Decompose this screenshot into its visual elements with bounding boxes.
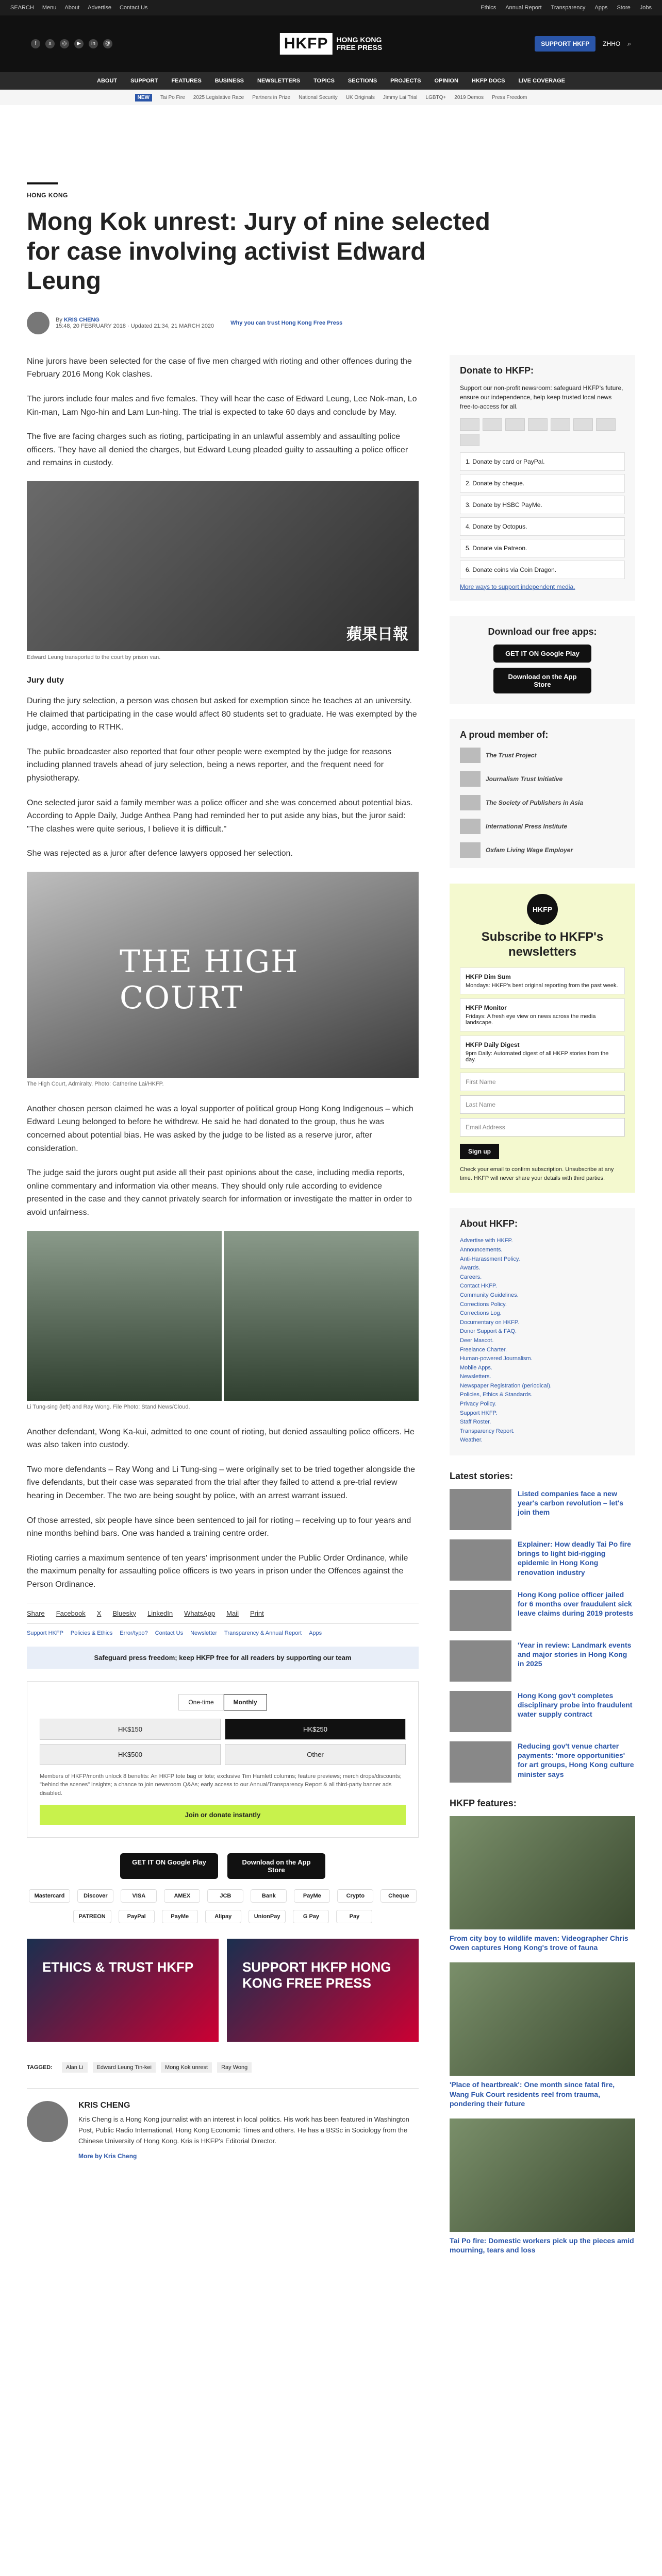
about-link[interactable]: Human-powered Journalism.: [460, 1355, 533, 1362]
about-link[interactable]: Privacy Policy.: [460, 1401, 496, 1408]
paragraph: Two more defendants – Ray Wong and Li Tung-sing – were originally set to be tried together alongside the five defendants, but their case was separated from the trial after they failed to attend a pre-trial review hearing in December. The two are being sought by police, with an arrest warrant issued.: [27, 1465, 416, 1500]
donation-box: [27, 1681, 419, 1838]
feature-headline[interactable]: Tai Po fire: Domestic workers pick up the pieces amid mourning, tears and loss: [450, 2236, 634, 2255]
logo-mark: HKFP: [280, 33, 333, 55]
topbar-about[interactable]: About: [64, 5, 80, 11]
author-name: KRIS CHENG: [78, 2101, 130, 2110]
author-link[interactable]: KRIS CHENG: [63, 316, 100, 323]
more-ways-link[interactable]: More ways to support independent media.: [460, 583, 575, 590]
top-bar: [0, 0, 662, 15]
feature-image: [450, 1962, 635, 2076]
payment-logo: PATREON: [73, 1910, 111, 1923]
topbar-advertise[interactable]: Advertise: [88, 5, 111, 11]
payment-logo: VISA: [121, 1889, 157, 1903]
subnav-item[interactable]: UK Originals: [345, 94, 375, 100]
member-label: Oxfam Living Wage Employer: [486, 846, 573, 854]
about-link[interactable]: Corrections Log.: [460, 1310, 502, 1317]
newsletter-title: Subscribe to HKFP's newsletters: [481, 929, 604, 959]
more-by-author-link[interactable]: More by Kris Cheng: [78, 2153, 137, 2160]
threads-icon[interactable]: @: [103, 39, 112, 48]
subnav-item[interactable]: LGBTQ+: [425, 94, 446, 100]
feature-headline[interactable]: From city boy to wildlife maven: Videographer Chris Owen captures Hong Kong's trove of fauna: [450, 1934, 628, 1952]
search-link[interactable]: SEARCH: [10, 5, 34, 11]
new-badge: NEW: [135, 94, 152, 101]
email-field[interactable]: Email Address: [460, 1118, 625, 1137]
about-link[interactable]: Community Guidelines.: [460, 1292, 519, 1298]
feature-item[interactable]: [450, 1816, 635, 1952]
logo-icon: [460, 842, 481, 858]
donate-option[interactable]: 4. Donate by Octopus.: [460, 517, 625, 536]
google-play-button[interactable]: GET IT ON Google Play: [493, 645, 591, 663]
footlink[interactable]: Newsletter: [190, 1630, 218, 1636]
logo-line2: FREE PRESS: [336, 43, 383, 52]
story-item[interactable]: [450, 1539, 635, 1581]
amount-option[interactable]: HK$150: [40, 1719, 221, 1740]
about-link[interactable]: Documentary on HKFP.: [460, 1319, 519, 1326]
card-icon: [460, 434, 479, 446]
paragraph: Another defendant, Wong Ka-kui, admitted to one count of rioting, but denied assaulting police officers. He was also taken into custody.: [27, 1427, 415, 1450]
card-icon: [573, 418, 593, 431]
story-headline[interactable]: Hong Kong gov't completes disciplinary probe into fraudulent water supply contract: [518, 1691, 633, 1719]
sidebar: [450, 355, 635, 2265]
share-mail[interactable]: Mail: [226, 1609, 239, 1617]
features-list: [450, 1798, 635, 2255]
member-jti[interactable]: [460, 771, 625, 787]
story-headline[interactable]: Reducing gov't venue charter payments: 'more opportunities' for art groups, Hong Kong culture minister says: [518, 1742, 634, 1778]
nav-live[interactable]: LIVE COVERAGE: [518, 78, 565, 84]
tag[interactable]: Edward Leung Tin-kei: [93, 2062, 156, 2073]
article-body: [27, 355, 419, 2160]
about-link[interactable]: Mobile Apps.: [460, 1364, 492, 1371]
membership-note: Members of HKFP/month unlock 8 benefits: An HKFP tote bag or tote; exclusive Tim Hamlett columns; feature previews; merch drops/discounts; "behind the scenes" insights; a chance to join newsroom Q&As; early access to our Annual/Transparency Report & all third-party banner ads disabled.: [40, 1773, 402, 1797]
topbar-apps[interactable]: Apps: [594, 5, 608, 11]
subnav-item[interactable]: Jimmy Lai Trial: [383, 94, 418, 100]
search-icon[interactable]: ⌕: [627, 40, 631, 47]
newsletter-option[interactable]: [460, 998, 625, 1031]
first-name-field[interactable]: First Name: [460, 1073, 625, 1091]
amount-option[interactable]: HK$500: [40, 1744, 221, 1765]
payment-logo: JCB: [207, 1889, 243, 1903]
about-link[interactable]: Transparency Report.: [460, 1428, 515, 1434]
join-donate-button[interactable]: Join or donate instantly: [40, 1805, 406, 1825]
site-logo[interactable]: [280, 33, 382, 55]
last-name-field[interactable]: Last Name: [460, 1095, 625, 1114]
card-logos: [460, 418, 625, 446]
payment-logo: Cheque: [380, 1889, 417, 1903]
toggle-monthly[interactable]: Monthly: [224, 1694, 267, 1710]
about-link[interactable]: Advertise with HKFP.: [460, 1238, 513, 1244]
footlink[interactable]: Support HKFP: [27, 1630, 63, 1636]
payment-logo: PayPal: [119, 1910, 155, 1923]
app-store-button[interactable]: Download on the App Store: [227, 1853, 325, 1879]
story-item[interactable]: [450, 1640, 635, 1682]
topbar-ethics[interactable]: Ethics: [481, 5, 496, 11]
byline: By KRIS CHENG 15:48, 20 FEBRUARY 2018 · Updated 21:34, 21 MARCH 2020 Why you can trust Hong Kong Free Press: [27, 312, 635, 334]
payment-logo: PayMe: [294, 1889, 330, 1903]
share-label[interactable]: Share: [27, 1609, 45, 1617]
about-link[interactable]: Awards.: [460, 1265, 481, 1272]
newsletter-logo: HKFP: [527, 894, 558, 925]
share-whatsapp[interactable]: WhatsApp: [184, 1609, 216, 1617]
story-thumb: [450, 1590, 511, 1631]
paragraph: She was rejected as a juror after defence lawyers opposed her selection.: [27, 849, 293, 858]
story-item[interactable]: [450, 1691, 635, 1732]
member-label: The Trust Project: [486, 751, 537, 759]
member-trust-project[interactable]: [460, 748, 625, 763]
payment-logo: Mastercard: [29, 1889, 71, 1903]
newsletter-fineprint: Check your email to confirm subscription. Unsubscribe at any time. HKFP will never share your details with third parties.: [460, 1166, 614, 1181]
youtube-icon[interactable]: ▶: [74, 39, 84, 48]
frequency-toggle: [40, 1694, 406, 1710]
signup-button[interactable]: Sign up: [460, 1144, 499, 1159]
footlink[interactable]: Apps: [309, 1630, 322, 1636]
card-icon: [460, 418, 479, 431]
nav-docs[interactable]: HKFP DOCS: [471, 78, 505, 84]
about-widget: [450, 1208, 635, 1455]
about-link[interactable]: Announcements.: [460, 1246, 503, 1253]
member-title: A proud member of:: [460, 729, 549, 740]
logo-icon: [460, 748, 481, 763]
about-link[interactable]: Newsletters.: [460, 1374, 491, 1380]
paragraph: The public broadcaster also reported that four other people were exempted by the judge for reasons including planned travels ahead of jury selection, being a news reporter, and the frequent need for physiotherapy.: [27, 747, 392, 783]
google-play-button[interactable]: GET IT ON Google Play: [120, 1853, 218, 1879]
caption: The High Court, Admiralty. Photo: Catherine Lai/HKFP.: [27, 1080, 164, 1087]
logo-icon: [460, 771, 481, 787]
photo-high-court: [27, 872, 419, 1078]
about-link[interactable]: Weather.: [460, 1437, 483, 1444]
paragraph: The judge said the jurors ought put aside all their past opinions about the case, including media reports, online commentary and information via other means. They should only rule according to evidence presented in the case and they cannot privately search for information or investigate the matter in order to avoid unfairness.: [27, 1168, 412, 1217]
about-link[interactable]: Deer Mascot.: [460, 1337, 494, 1344]
about-link[interactable]: Careers.: [460, 1274, 482, 1280]
story-headline[interactable]: Explainer: How deadly Tai Po fire brings to light bid-rigging epidemic in Hong Kong renovation industry: [518, 1540, 631, 1577]
about-title: About HKFP:: [460, 1218, 518, 1229]
menu-link[interactable]: Menu: [42, 5, 57, 11]
donate-option[interactable]: 3. Donate by HSBC PayMe.: [460, 496, 625, 514]
payment-logo: Bank: [251, 1889, 287, 1903]
newsletter-desc: Fridays: A fresh eye view on news across the media landscape.: [466, 1013, 596, 1026]
story-thumb: [450, 1691, 511, 1732]
share-bluesky[interactable]: Bluesky: [112, 1609, 136, 1617]
tag[interactable]: Ray Wong: [217, 2062, 252, 2073]
facebook-icon[interactable]: f: [31, 39, 40, 48]
figure: [27, 481, 419, 660]
member-label: The Society of Publishers in Asia: [486, 799, 583, 806]
about-link[interactable]: Donor Support & FAQ.: [460, 1328, 517, 1335]
about-link[interactable]: Freelance Charter.: [460, 1346, 507, 1353]
photo-li-tung-sing: [27, 1231, 222, 1401]
logo-text: [336, 36, 382, 52]
donate-title: Donate to HKFP:: [460, 365, 534, 376]
payment-methods: [27, 1889, 419, 1923]
amount-option[interactable]: HK$250: [225, 1719, 406, 1740]
story-thumb: [450, 1539, 511, 1581]
topbar-transparency[interactable]: Transparency: [551, 5, 586, 11]
instagram-icon[interactable]: ◎: [60, 39, 69, 48]
features-title: HKFP features:: [450, 1798, 517, 1809]
card-icon: [596, 418, 616, 431]
nav-topics[interactable]: TOPICS: [313, 78, 335, 84]
newsletter-desc: Mondays: HKFP's best original reporting from the past week.: [466, 982, 618, 989]
card-icon: [528, 418, 548, 431]
payment-logo: Crypto: [337, 1889, 373, 1903]
paragraph: One selected juror said a family member was a police officer and she was concerned about potential bias. According to Apple Daily, Judge Anthea Pang had reminded her to put aside any bias, but the juror said: "The clashes were quite serious, I believe it is difficult.": [27, 798, 413, 834]
newsletter-option[interactable]: [460, 1036, 625, 1069]
nav-newsletters[interactable]: NEWSLETTERS: [257, 78, 301, 84]
donate-option[interactable]: 2. Donate by cheque.: [460, 474, 625, 493]
figure: [27, 1231, 419, 1410]
latest-stories: [450, 1471, 635, 1783]
author-avatar: [27, 312, 49, 334]
photo-prison-van: [27, 481, 419, 651]
app-store-button[interactable]: Download on the App Store: [493, 668, 591, 693]
nav-features[interactable]: FEATURES: [171, 78, 202, 84]
logo-line1: HONG KONG: [336, 35, 382, 44]
topbar-jobs[interactable]: Jobs: [639, 5, 652, 11]
payment-logo: UnionPay: [249, 1910, 286, 1923]
nav-sections[interactable]: SECTIONS: [347, 78, 377, 84]
topbar-contact[interactable]: Contact Us: [119, 5, 148, 11]
feature-image: [450, 1816, 635, 1929]
about-link[interactable]: Policies, Ethics & Standards.: [460, 1392, 533, 1398]
linkedin-icon[interactable]: in: [89, 39, 98, 48]
card-icon: [551, 418, 570, 431]
nav-support[interactable]: SUPPORT: [130, 78, 158, 84]
support-banner: Safeguard press freedom; keep HKFP free for all readers by supporting our team: [27, 1647, 419, 1669]
story-headline[interactable]: Hong Kong police officer jailed for 6 months over fraudulent sick leave claims during 2019 protests: [518, 1590, 634, 1618]
nav-opinion[interactable]: OPINION: [434, 78, 458, 84]
about-link[interactable]: Anti-Harassment Policy.: [460, 1256, 520, 1262]
subnav-item[interactable]: 2025 Legislative Race: [193, 94, 244, 100]
latest-title: Latest stories:: [450, 1471, 514, 1482]
caption: Li Tung-sing (left) and Ray Wong. File Photo: Stand News/Cloud.: [27, 1403, 190, 1410]
story-thumb: [450, 1640, 511, 1682]
nav-about[interactable]: ABOUT: [97, 78, 118, 84]
story-item[interactable]: [450, 1489, 635, 1530]
publish-dates: 15:48, 20 FEBRUARY 2018 · Updated 21:34, 21 MARCH 2020: [56, 323, 214, 329]
about-links: [460, 1236, 625, 1445]
amount-option[interactable]: Other: [225, 1744, 406, 1765]
main-nav: [0, 72, 662, 90]
member-logos: [460, 748, 625, 858]
logo-icon: [460, 819, 481, 834]
member-label: Journalism Trust Initiative: [486, 775, 563, 783]
about-link[interactable]: Newspaper Registration (periodical).: [460, 1382, 552, 1389]
app-badges: [27, 1853, 419, 1879]
card-icon: [505, 418, 525, 431]
support-promo[interactable]: SUPPORT HKFP HONG KONG FREE PRESS: [227, 1939, 419, 2042]
feature-item[interactable]: [450, 1962, 635, 2108]
logo-icon: [460, 795, 481, 810]
share-x[interactable]: X: [96, 1609, 102, 1617]
payment-logo: AMEX: [164, 1889, 200, 1903]
trust-link[interactable]: Why you can trust Hong Kong Free Press: [230, 319, 343, 326]
feature-headline[interactable]: 'Place of heartbreak': One month since fatal fire, Wang Fuk Court residents reel from trauma, pondering their future: [450, 2080, 615, 2108]
share-linkedin[interactable]: LinkedIn: [147, 1609, 173, 1617]
author-box: [27, 2088, 419, 2160]
sub-nav: [0, 90, 662, 105]
category-kicker[interactable]: HONG KONG: [27, 192, 68, 199]
paragraph: The five are facing charges such as rioting, participating in an unlawful assembly and assaulting police officers. They have all denied the charges, but Edward Leung pleaded guilty to assaulting a police officer and remains in custody.: [27, 432, 408, 468]
paragraph: Rioting carries a maximum sentence of ten years' imprisonment under the Public Order Ordinance, while the maximum penalty for assaulting police officers is two years in prison under the Offences against the Person Ordinance.: [27, 1553, 408, 1589]
subnav-item[interactable]: Tai Po Fire: [160, 94, 185, 100]
payment-logo: Pay: [336, 1910, 372, 1923]
paragraph: During the jury selection, a person was chosen but asked for exemption since he teaches at an university. He claimed that participating in the case would affect 80 students set to graduate. He was exempted by the judge, according to RTHK.: [27, 696, 417, 732]
subnav-item[interactable]: 2019 Demos: [454, 94, 484, 100]
payment-logo: Alipay: [205, 1910, 241, 1923]
apps-title: Download our free apps:: [488, 626, 597, 637]
donate-option[interactable]: 5. Donate via Patreon.: [460, 539, 625, 557]
tags-label: TAGGED:: [27, 2064, 53, 2071]
caption: Edward Leung transported to the court by prison van.: [27, 654, 161, 660]
newsletter-desc: 9pm Daily: Automated digest of all HKFP stories from the day.: [466, 1050, 609, 1063]
feature-image: [450, 2119, 635, 2232]
tag[interactable]: Alan Li: [62, 2062, 88, 2073]
tag-list: [27, 2062, 419, 2073]
nav-projects[interactable]: PROJECTS: [390, 78, 421, 84]
story-item[interactable]: [450, 1590, 635, 1631]
nav-business[interactable]: BUSINESS: [214, 78, 244, 84]
about-link[interactable]: Staff Roster.: [460, 1419, 491, 1426]
newsletter-option[interactable]: [460, 968, 625, 994]
newsletter-widget: [450, 884, 635, 1193]
story-headline[interactable]: 'Year in review: Landmark events and major stories in Hong Kong in 2025: [518, 1641, 632, 1668]
feature-item[interactable]: [450, 2119, 635, 2255]
member-sopa[interactable]: [460, 795, 625, 810]
member-label: International Press Institute: [486, 822, 568, 830]
author-bio: Kris Cheng is a Hong Kong journalist with an interest in local politics. His work has been featured in Washington Post, Public Radio International, Hong Kong Economic Times and others. He has a BSSc in Sociology from the Chinese University of Hong Kong. Kris is HKFP's Editorial Director.: [78, 2115, 409, 2145]
story-thumb: [450, 1489, 511, 1530]
paragraph: Another chosen person claimed he was a loyal supporter of political group Hong Kong Indigenous – which Edward Leung belonged to before he withdrew. He said he had donated to the group, thus he was concerned about potential bias. He was asked by the judge to be listed as a reserve juror, after consideration.: [27, 1104, 413, 1153]
card-icon: [483, 418, 502, 431]
footlink[interactable]: Error/typo?: [120, 1630, 148, 1636]
language-switch[interactable]: ZHHO: [603, 40, 621, 47]
donate-options: [460, 452, 625, 579]
story-headline[interactable]: Listed companies face a new year's carbon revolution – let's join them: [518, 1489, 624, 1517]
subnav-item[interactable]: National Security: [299, 94, 338, 100]
paragraph: Nine jurors have been selected for the case of five men charged with rioting and other offences during the February 2016 Mong Kok clashes.: [27, 357, 412, 379]
court-sign: THE HIGH COURT: [120, 943, 299, 1016]
subnav-item[interactable]: Partners in Prize: [252, 94, 291, 100]
footlink[interactable]: Policies & Ethics: [70, 1630, 113, 1636]
photo-defendants: [27, 1231, 419, 1401]
site-header: [0, 15, 662, 72]
story-thumb: [450, 1741, 511, 1783]
author-photo: [27, 2101, 68, 2142]
payment-logo: Discover: [77, 1889, 113, 1903]
newsletter-name: HKFP Dim Sum: [466, 973, 511, 981]
toggle-one-time[interactable]: One-time: [178, 1694, 223, 1710]
membership-widget: [450, 719, 635, 868]
about-link[interactable]: Support HKFP.: [460, 1410, 498, 1416]
story-item[interactable]: [450, 1741, 635, 1783]
support-hkfp-button[interactable]: SUPPORT HKFP: [535, 36, 595, 52]
tag[interactable]: Mong Kok unrest: [161, 2062, 212, 2073]
article-footer-links: [27, 1630, 419, 1636]
x-icon[interactable]: x: [45, 39, 55, 48]
footlink[interactable]: Transparency & Annual Report: [224, 1630, 302, 1636]
donate-option[interactable]: 6. Donate coins via Coin Dragon.: [460, 561, 625, 579]
topbar-store[interactable]: Store: [617, 5, 631, 11]
about-link[interactable]: Contact HKFP.: [460, 1283, 497, 1290]
topbar-annual[interactable]: Annual Report: [505, 5, 542, 11]
photo-ray-wong: [224, 1231, 419, 1401]
section-heading: Jury duty: [27, 675, 64, 685]
ethics-promo[interactable]: ETHICS & TRUST HKFP: [27, 1939, 219, 2042]
social-icons: [31, 39, 112, 48]
footlink[interactable]: Contact Us: [155, 1630, 184, 1636]
promo-banners: [27, 1939, 419, 2042]
payment-logo: PayMe: [162, 1910, 198, 1923]
about-link[interactable]: Corrections Policy.: [460, 1301, 507, 1308]
title-rule: [27, 182, 58, 184]
share-facebook[interactable]: Facebook: [56, 1609, 86, 1617]
share-bar: [27, 1603, 419, 1624]
watermark: 蘋果日報: [346, 625, 408, 643]
amount-options: [40, 1719, 406, 1765]
donate-widget: [450, 355, 635, 601]
paragraph: Of those arrested, six people have since been sentenced to jail for rioting – receiving up to four years and nine months behind bars. One was handed a training centre order.: [27, 1516, 411, 1538]
subnav-item[interactable]: Press Freedom: [491, 94, 527, 100]
donate-intro: Support our non-profit newsroom: safeguard HKFP's future, ensure our independence, help keep trusted local news free-to-access for all.: [460, 384, 623, 410]
share-print[interactable]: Print: [250, 1609, 264, 1617]
newsletter-name: HKFP Monitor: [466, 1004, 507, 1012]
donate-option[interactable]: 1. Donate by card or PayPal.: [460, 452, 625, 471]
apps-widget: [450, 616, 635, 704]
payment-logo: G Pay: [293, 1910, 329, 1923]
paragraph: The jurors include four males and five females. They will hear the case of Edward Leung, Lee Nok-man, Lo Kin-man, Lam Ngo-hin and Lam Lun-hing. The trial is expected to take 60 days and conclude by May.: [27, 394, 417, 417]
figure: [27, 872, 419, 1087]
member-oxfam[interactable]: [460, 842, 625, 858]
article-title: Mong Kok unrest: Jury of nine selected for case involving activist Edward Leung: [27, 208, 490, 295]
newsletter-name: HKFP Daily Digest: [466, 1041, 520, 1049]
member-ipi[interactable]: [460, 819, 625, 834]
